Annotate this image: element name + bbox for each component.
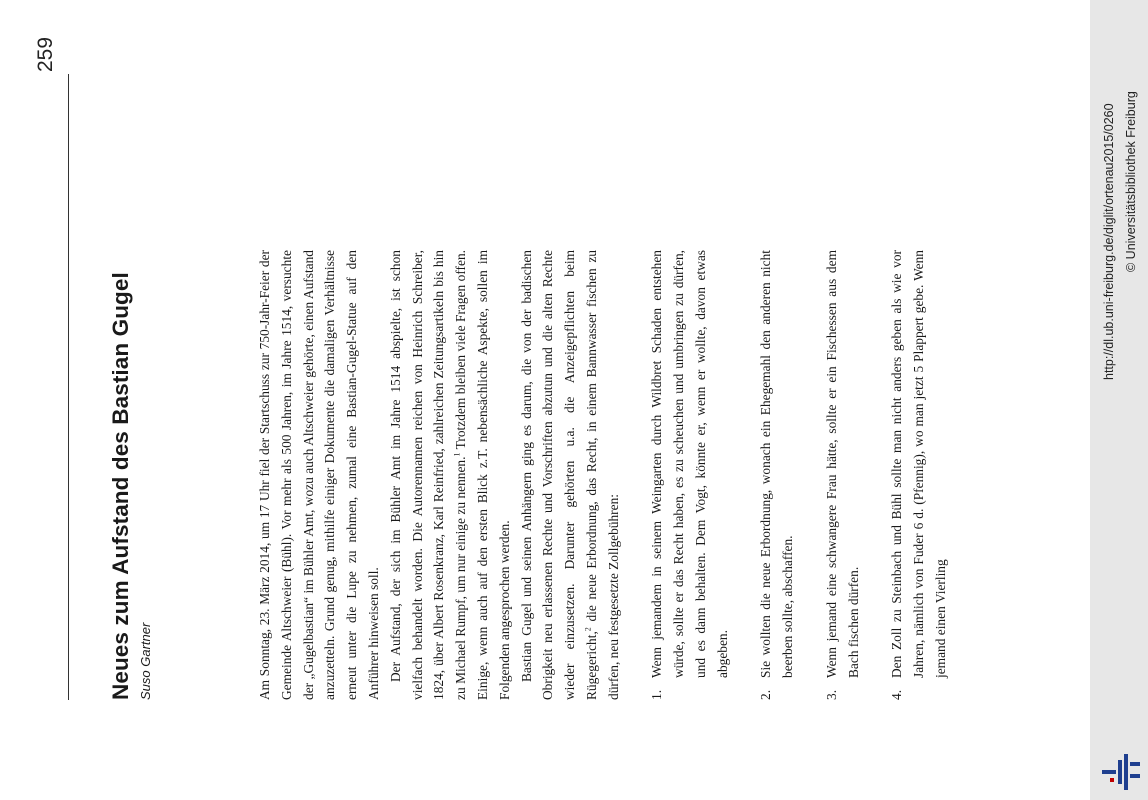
paragraph-2 [385,250,516,700]
logo-bar-tall [1124,754,1128,790]
copyright-notice: © Universitätsbibliothek Freiburg [1124,91,1138,272]
logo-bar-right-top [1130,762,1140,766]
list-item-text: Sie wollten die neue Erbordnung, wonach ein Ehegemahl den anderen nicht beerben sollte, abschaffen. [758,250,796,678]
list-item-text: Den Zoll zu Steinbach und Bühl sollte man nicht anders geben als wie vor Jahren, nämlich von Fuder 6 d. (Pfennig), wo man jetzt 5 Plappert gebe. Wenn jemand einen Vierling [889,250,948,678]
list-item [886,250,951,700]
paragraph-1: Am Sonntag, 23. März 2014, um 17 Uhr fiel der Startschuss zur 750-Jahr-Feier der Gemeinde Altschweier (Bühl). Vor mehr als 500 Jahren, im Jahre 1514, versuchte der „Gugelbastian“ im Bühler Amt, wozu auch Altschweier gehörte, einen Aufstand anzuzetteln. Grund genug, mithilfe einiger Dokumente die damaligen Verhältnisse erneut unter die Lupe zu nehmen, zumal eine Bastian-Gugel-Statue auf den Anführer hinweisen soll. [257,250,381,700]
paragraph-3-cont: die neue Erbordnung, das Recht, in einem Bannwasser fischen zu dürfen, neu festgesetzte Zollgebühren: [583,250,621,700]
paragraph-2-text: Der Aufstand, der sich im Bühler Amt im Jahre 1514 abspielte, ist schon vielfach behandelt worden. Die Autorennamen reichen von Heinrich Schreiber, 1824, über Albert Rosenkranz, Karl Reinfried, zahlreichen Zeitungsartikeln bis hin zu Michael Rumpf, um nur einige zu nennen. [387,250,469,700]
list-item-text: Wenn jemandem in seinem Weingarten durch Wildbret Schaden entstehen würde, sollte er das Recht haben, es zu scheuchen und umbringen zu dürfen, und es dann behalten. Dem Vogt, könnte er, wenn er wollte, davon etwas abgeben. [649,250,730,678]
list-item-number: 4. [889,689,905,700]
list-item-text: Wenn jemand eine schwangere Frau hätte, sollte er ein Fischessen aus dem Bach fischen dürfen. [823,250,861,678]
list-item-number: 2. [758,689,774,700]
paragraph-3-text: Bastian Gugel und seinen Anhängern ging es darum, die von der badischen Obrigkeit neu erlassenen Rechte und Vorschriften abzutun und die alten Rechte wieder einzusetzen. Darunter gehörten u.a. die Anzeigepflichten beim Rügegericht, [518,250,599,700]
article-body [254,250,952,700]
paragraph-3 [516,250,625,700]
list-item-number: 1. [649,689,665,700]
list-item [821,250,865,700]
footnote-ref-2: 2 [583,627,593,632]
logo-bar-mid [1118,760,1122,784]
ub-freiburg-logo-icon[interactable] [1098,748,1142,792]
list-item [646,250,733,700]
demands-list [646,250,951,700]
sidebar-text [1090,0,1148,800]
permalink-url[interactable]: http://dl.ub.uni-freiburg.de/diglit/ortenau2015/0260 [1102,103,1116,380]
list-item-number: 3. [823,689,839,700]
paragraph-2-cont: Trotzdem bleiben viele Fragen offen. Einige, wenn auch auf den ersten Blick z.T. nebensächliche Aspekte, sollen im Folgenden angesprochen werden. [453,249,512,700]
logo-accent-red [1110,778,1114,782]
article-author: Suso Gartner [138,622,153,700]
header-rule [68,74,69,700]
footnote-ref-1: 1 [452,452,462,457]
logo-bar-right-bottom [1130,774,1140,778]
article-title: Neues zum Aufstand des Bastian Gugel [108,272,133,700]
logo-bar-left [1102,770,1116,774]
page-number: 259 [34,36,57,72]
library-sidebar [1090,0,1148,800]
list-item [755,250,799,700]
